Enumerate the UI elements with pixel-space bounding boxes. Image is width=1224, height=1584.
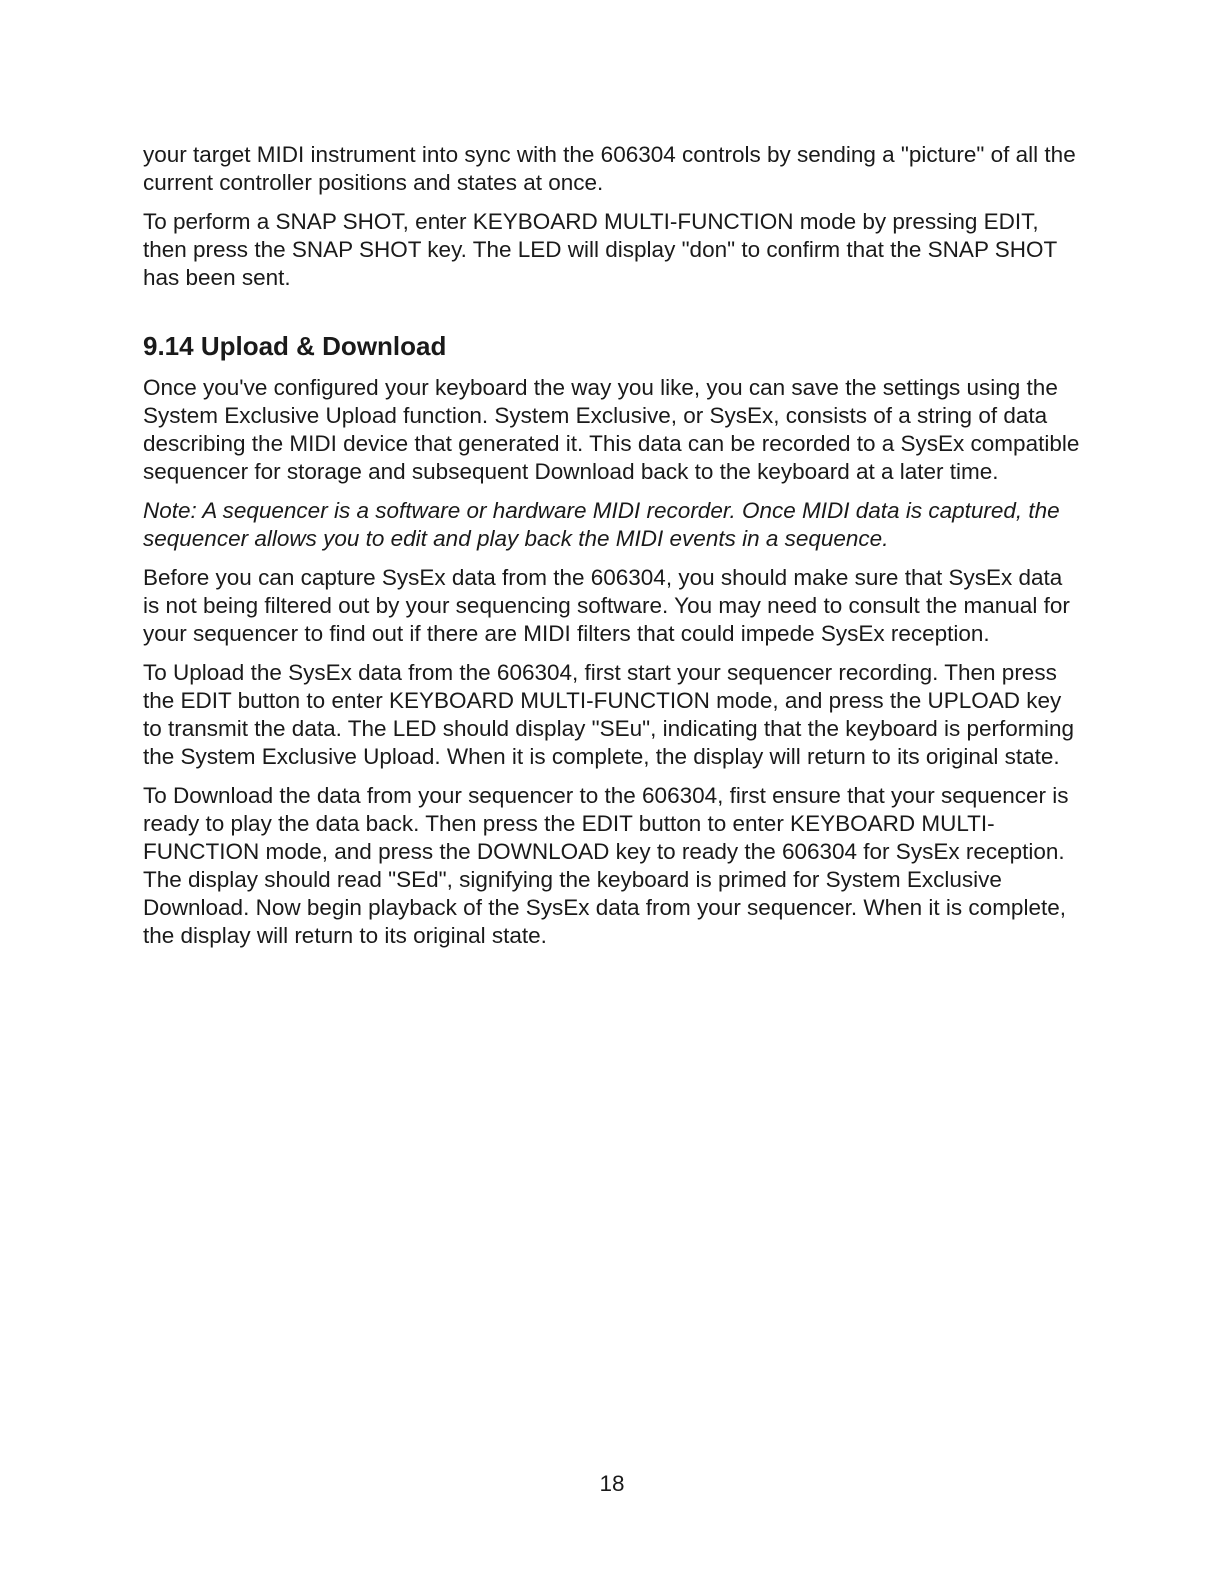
page-content xyxy=(143,141,1083,961)
intro-paragraph-2: To perform a SNAP SHOT, enter KEYBOARD MULTI-FUNCTION mode by pressing EDIT, then press the SNAP SHOT key. The LED will display "don" to confirm that the SNAP SHOT has been sent. xyxy=(143,209,1057,290)
intro-paragraph-1: your target MIDI instrument into sync with the 606304 controls by sending a "picture" of all the current controller positions and states at once. xyxy=(143,142,1076,195)
download-steps-paragraph: To Download the data from your sequencer to the 606304, first ensure that your sequencer is ready to play the data back. Then press the EDIT button to enter KEYBOARD MULTI-FUNCTION mode, and press the DOWNLOAD key to ready the 606304 for SysEx reception. The display should read "SEd", signifying the keyboard is primed for System Exclusive Download. Now begin playback of the SysEx data from your sequencer. When it is complete, the display will return to its original state. xyxy=(143,783,1069,948)
upload-steps-paragraph: To Upload the SysEx data from the 606304, first start your sequencer recording. Then press the EDIT button to enter KEYBOARD MULTI-FUNCTION mode, and press the UPLOAD key to transmit the data. The LED should display "SEu", indicating that the keyboard is performing the System Exclusive Upload. When it is complete, the display will return to its original state. xyxy=(143,660,1075,769)
sequencer-note-paragraph: Note: A sequencer is a software or hardware MIDI recorder. Once MIDI data is captured, the sequencer allows you to edit and play back the MIDI events in a sequence. xyxy=(143,498,1060,551)
sysex-filter-paragraph: Before you can capture SysEx data from the 606304, you should make sure that SysEx data is not being filtered out by your sequencing software. You may need to consult the manual for your sequencer to find out if there are MIDI filters that could impede SysEx reception. xyxy=(143,565,1070,646)
page-number: 18 xyxy=(599,1471,625,1496)
section-heading: 9.14 Upload & Download xyxy=(143,331,447,361)
upload-overview-paragraph: Once you've configured your keyboard the way you like, you can save the settings using the System Exclusive Upload function. System Exclusive, or SysEx, consists of a string of data describing the MIDI device that generated it. This data can be recorded to a SysEx compatible sequencer for storage and subsequent Download back to the keyboard at a later time. xyxy=(143,375,1080,484)
